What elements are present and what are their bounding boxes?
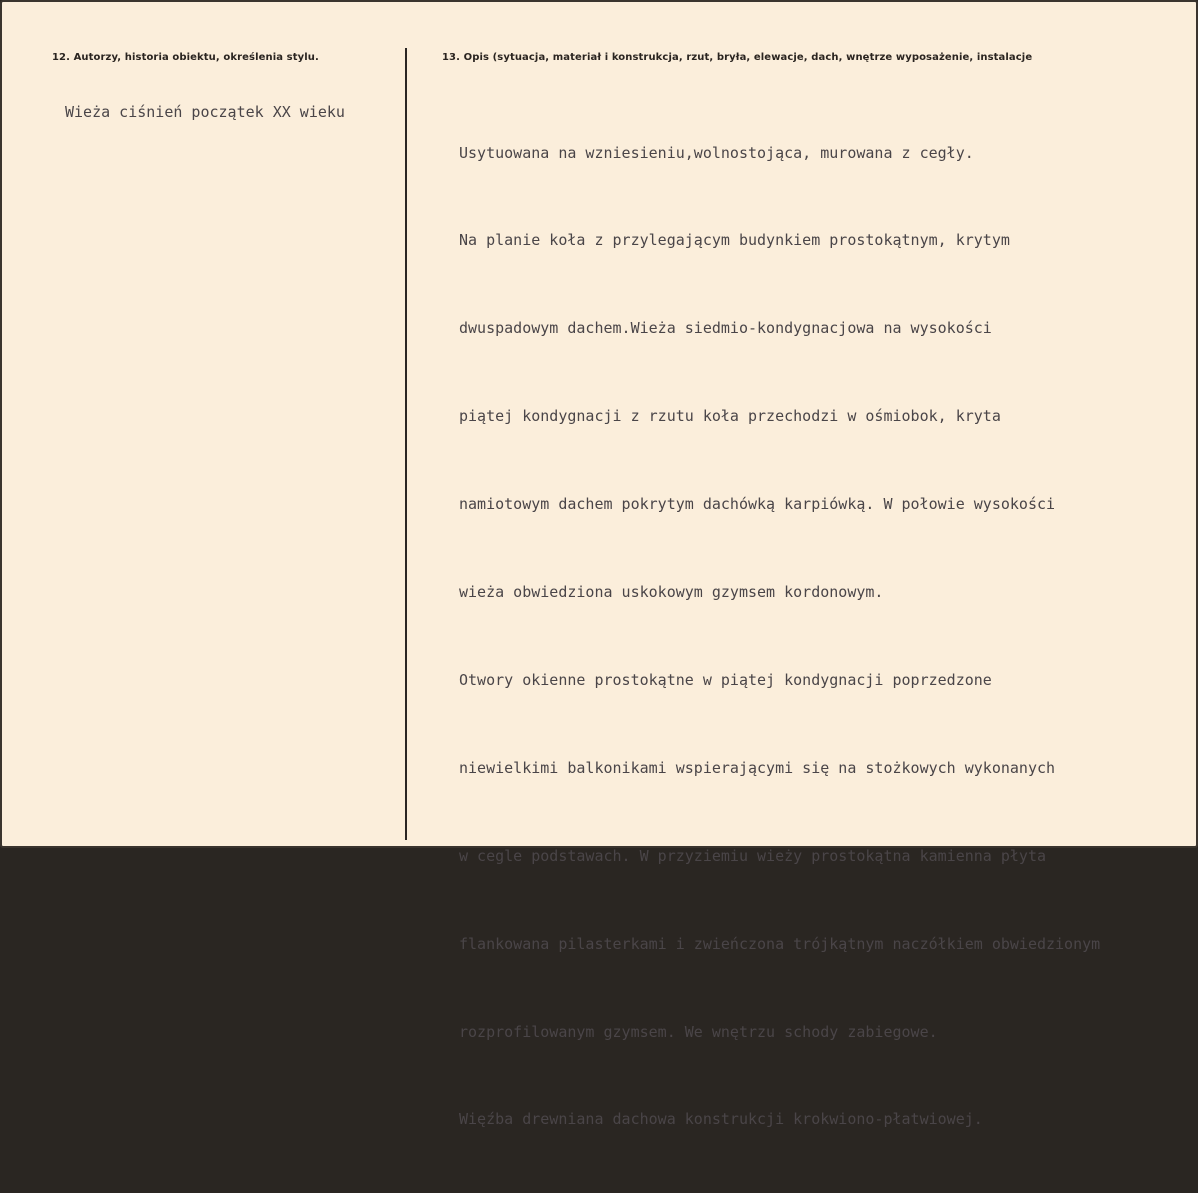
section-12-heading: 12. Autorzy, historia obiektu, określenia stylu. xyxy=(52,52,319,63)
description-line: flankowana pilasterkami i zwieńczona trójkątnym naczółkiem obwiedzionym xyxy=(459,934,1101,953)
description-line: dwuspadowym dachem.Wieża siedmio-kondygnacjowa na wysokości xyxy=(459,319,992,338)
description-line: w cegle podstawach. W przyziemiu wieży prostokątna kamienna płyta xyxy=(459,846,1046,865)
description-line: Otwory okienne prostokątne w piątej kondygnacji poprzedzone xyxy=(459,670,992,689)
section-13-heading: 13. Opis (sytuacja, materiał i konstrukcja, rzut, bryła, elewacje, dach, wnętrze wyposażenie, instalacje xyxy=(442,52,1033,63)
section-12-text: Wieża ciśnień początek XX wieku xyxy=(65,103,345,121)
description-line: namiotowym dachem pokrytym dachówką karpiówką. W połowie wysokości xyxy=(459,495,1056,514)
description-line: Na planie koła z przylegającym budynkiem prostokątnym, krytym xyxy=(459,231,1010,250)
description-line: wieża obwiedziona uskokowym gzymsem kordonowym. xyxy=(459,583,884,602)
description-line: Usytuowana na wzniesieniu,wolnostojąca, murowana z cegły. xyxy=(459,143,974,162)
description-line: piątej kondygnacji z rzutu koła przechodzi w ośmiobok, kryta xyxy=(459,407,1001,426)
description-line: rozprofilowanym gzymsem. We wnętrzu schody zabiegowe. xyxy=(459,1022,938,1041)
section-13-description xyxy=(459,80,1100,1193)
description-line: Więźba drewniana dachowa konstrukcji krokwiono-płatwiowej. xyxy=(459,1110,983,1129)
description-line: niewielkimi balkonikami wspierającymi się na stożkowych wykonanych xyxy=(459,758,1056,777)
column-divider xyxy=(405,48,407,840)
